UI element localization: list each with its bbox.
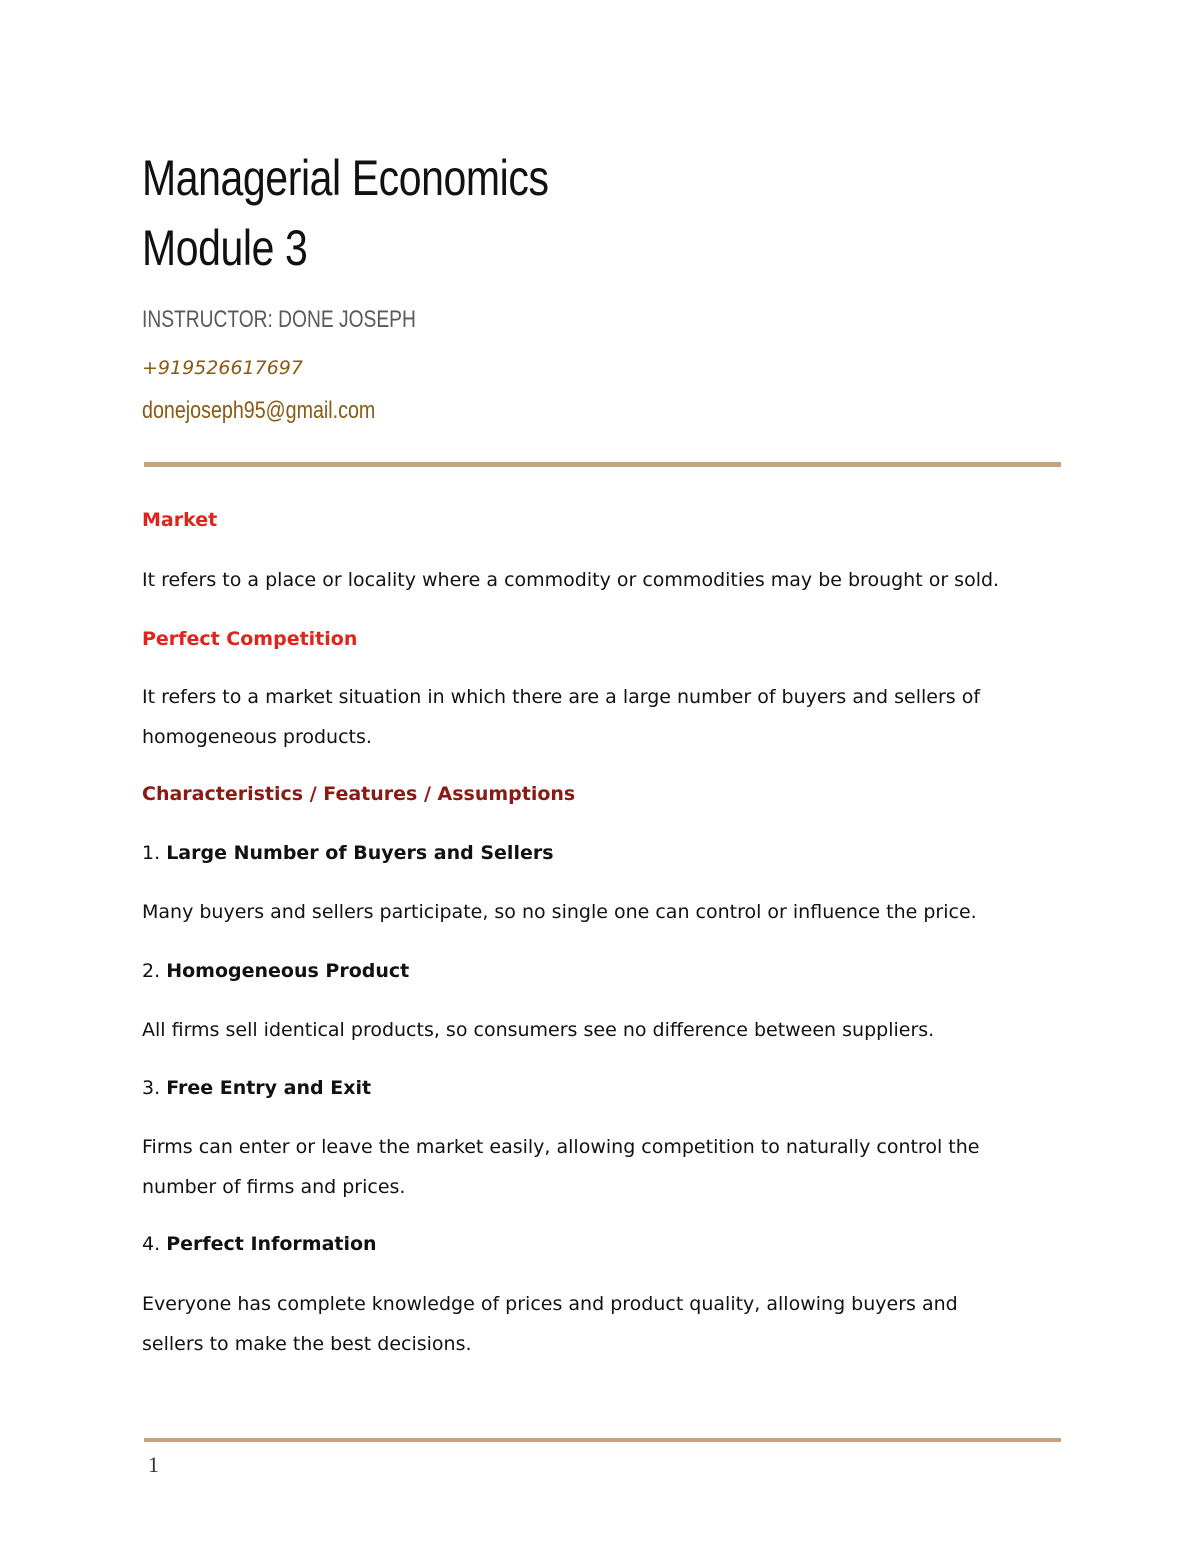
characteristic-1-text: Many buyers and sellers participate, so no single one can control or influence the price. xyxy=(142,901,977,923)
characteristic-number: 1. xyxy=(142,842,161,864)
characteristic-3-heading xyxy=(142,1075,371,1101)
characteristic-4-heading xyxy=(142,1231,377,1257)
characteristic-number: 3. xyxy=(142,1077,161,1099)
characteristic-title: Perfect Information xyxy=(166,1233,377,1255)
characteristic-4-text: Everyone has complete knowledge of prices and product quality, allowing buyers and sellers to make the best decisions. xyxy=(142,1293,958,1355)
perfect-competition-definition: It refers to a market situation in which there are a large number of buyers and sellers of homogeneous products. xyxy=(142,686,981,748)
characteristic-2-heading xyxy=(142,958,409,984)
document-title-line-2: Module 3 xyxy=(142,220,308,276)
page-number: 1 xyxy=(148,1452,159,1477)
instructor-phone: +919526617697 xyxy=(142,357,303,379)
document-title-line-1: Managerial Economics xyxy=(142,150,549,206)
heading-market: Market xyxy=(142,509,218,531)
characteristic-number: 2. xyxy=(142,960,161,982)
characteristic-title: Large Number of Buyers and Sellers xyxy=(166,842,554,864)
characteristic-1-heading xyxy=(142,840,554,866)
characteristic-3-text: Firms can enter or leave the market easily, allowing competition to naturally control the number of firms and prices. xyxy=(142,1136,980,1198)
instructor-name: INSTRUCTOR: DONE JOSEPH xyxy=(142,306,416,333)
instructor-email: donejoseph95@gmail.com xyxy=(142,397,376,424)
footer-divider xyxy=(144,1438,1061,1442)
characteristic-2-text: All firms sell identical products, so consumers see no difference between suppliers. xyxy=(142,1019,935,1041)
characteristic-title: Homogeneous Product xyxy=(166,960,410,982)
heading-perfect-competition: Perfect Competition xyxy=(142,628,358,650)
characteristic-title: Free Entry and Exit xyxy=(166,1077,372,1099)
heading-characteristics: Characteristics / Features / Assumptions xyxy=(142,783,576,805)
market-definition: It refers to a place or locality where a commodity or commodities may be brought or sold. xyxy=(142,569,1000,591)
header-divider xyxy=(144,462,1061,467)
characteristic-number: 4. xyxy=(142,1233,161,1255)
